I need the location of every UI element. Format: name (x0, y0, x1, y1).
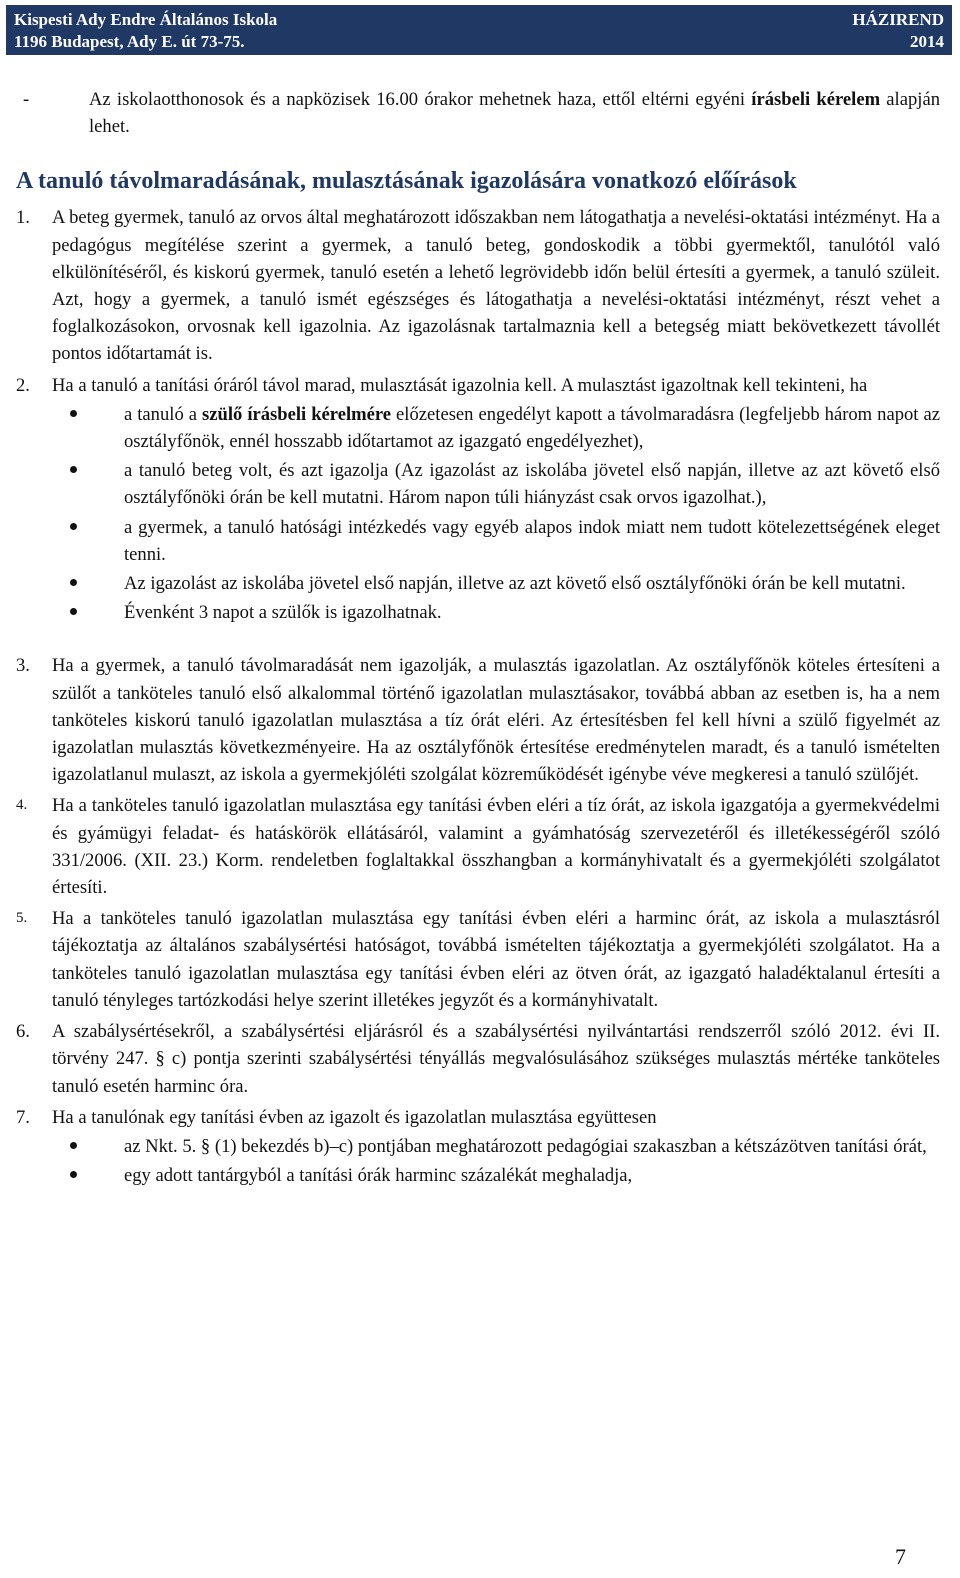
intro-paragraph (16, 86, 940, 140)
item-text: Ha a gyermek, a tanuló távolmaradását nem igazolják, a mulasztás igazolatlan. Az osztályfőnök köteles értesíteni a szülőt a tanköteles tanuló első alkalommal történő igazolatlan mulasztásakor, továbbá abban az esetben is, ha a nem tanköteles kiskorú tanuló igazolatlan mulasztása a tíz órát eléri. Az értesítésben fel kell hívni a szülő figyelmét az igazolatlan mulasztás következményeire. Ha az osztályfőnök értesítése eredménytelen maradt, és a tanuló ismételten igazolatlanul mulaszt, az iskola a gyermekjóléti szolgálat közreműködését igénybe véve megkeresi a tanuló szülőjét. (52, 655, 940, 786)
section-heading: A tanuló távolmaradásának, mulasztásának igazolására vonatkozó előírások (16, 168, 797, 195)
bullet-list (52, 401, 940, 627)
bullet-icon (52, 514, 124, 568)
item-number: 4. (16, 797, 28, 814)
item-number: 7. (16, 1106, 30, 1128)
list-item (52, 401, 940, 455)
page-header (6, 5, 952, 55)
item-number: 6. (16, 1021, 30, 1043)
bullet-text: a tanuló a (124, 403, 203, 425)
item-text: Ha a tanulónak egy tanítási évben az igazolt és igazolatlan mulasztása együttesen (52, 1106, 657, 1128)
bullet-text: a gyermek, a tanuló hatósági intézkedés vagy egyéb alapos indok miatt nem tudott kötelezettségének eleget tenni. (124, 516, 940, 565)
item-text: Ha a tanköteles tanuló igazolatlan mulasztása egy tanítási évben eléri a tíz órát, az iskola igazgatója a gyermekvédelmi és gyámügyi feladat- és hatáskörök ellátásáról, valamint a gyámhatóság szervezetéről és illetékességéről szóló 331/2006. (XII. 23.) Korm. rendeletben foglaltakkal összhangban a kormányhivatalt és a gyermekjóléti szolgálatot értesíti. (52, 795, 940, 899)
item-text: Ha a tanköteles tanuló igazolatlan mulasztása egy tanítási évben eléri a harminc órát, az iskola a mulasztásról tájékoztatja az általános szabálysértési hatóságot, továbbá ismételten tájékoztatja a gyermekjóléti szolgálatot. Ha a tanköteles tanuló igazolatlan mulasztása egy tanítási évben eléri az ötven órát, az igazgató haladéktalanul értesíti a tanuló tényleges tartózkodási helye szerint illetékes jegyzőt és a kormányhivatalt. (52, 908, 940, 1011)
item-text: A beteg gyermek, tanuló az orvos által meghatározott időszakban nem látogathatja a nevelési-oktatási intézményt. Ha a pedagógus megítélése szerint a gyermek, a tanuló beteg, gondoskodik a többi gyermektől, tanulótól való elkülönítéséről, és kiskorú gyermek, tanuló esetén a lehető legrövidebb időn belül értesíti a gyermek, a tanuló szüleit. Azt, hogy a gyermek, a tanuló ismét egészséges és látogathatja a nevelési-oktatási intézményt, részt vehet a foglalkozásokon, orvosnak kell igazolnia. Az igazolásnak tartalmaznia kell a betegség miatt bekövetkezett távollét pontos időtartamát is. (52, 207, 940, 365)
item-number: 3. (16, 655, 30, 677)
bullet-text: Évenként 3 napot a szülők is igazolhatnak. (124, 602, 442, 624)
doc-type: HÁZIREND (852, 10, 944, 29)
list-item (52, 514, 940, 568)
rule-item-2 (16, 372, 940, 627)
intro-bold: írásbeli kérelem (751, 89, 881, 110)
bullet-text: a tanuló beteg volt, és azt igazolja (Az igazolást az iskolába jövetel első napján, illetve az azt követő első osztályfőnöki órán be kell mutatni. Három napon túli hiányzást csak orvos igazolhat.), (124, 460, 940, 509)
bullet-icon (52, 599, 124, 626)
rule-item-5 (16, 905, 940, 1014)
bullet-text-end: előzetesen engedélyt kapott a távolmaradásra (legfeljebb három napot az osztályfőnök, ennél hosszabb időtartamot az igazgató engedélyezhet), (124, 403, 940, 453)
list-item (52, 457, 940, 511)
list-item (52, 1162, 940, 1189)
rule-item-4 (16, 792, 940, 901)
item-number: 2. (16, 374, 30, 396)
rule-item-1 (16, 204, 940, 367)
item-number: 1. (16, 207, 30, 229)
intro-text-end: alapján lehet. (89, 89, 940, 138)
page-number: 7 (895, 1544, 906, 1569)
item-text: Ha a tanuló a tanítási óráról távol marad, mulasztását igazolnia kell. A mulasztást igazoltnak kell tekinteni, ha (52, 374, 868, 396)
bullet-icon (52, 570, 124, 597)
list-item (52, 599, 940, 626)
bullet-icon (52, 401, 124, 455)
rule-item-7 (16, 1104, 940, 1190)
intro-text: Az iskolaotthonosok és a napközisek 16.00 órakor mehetnek haza, ettől eltérni egyéni (89, 89, 752, 110)
school-address: 1196 Budapest, Ady E. út 73-75. (14, 32, 245, 51)
bullet-text: az Nkt. 5. § (1) bekezdés b)–c) pontjában meghatározott pedagógiai szakaszban a kétszázötven tanítási órát, (124, 1135, 927, 1157)
school-name: Kispesti Ady Endre Általános Iskola (14, 10, 278, 29)
item-number: 5. (16, 910, 28, 927)
bullet-text: Az igazolást az iskolába jövetel első napján, illetve az azt követő első osztályfőnöki órán be kell mutatni. (124, 573, 906, 595)
list-item (52, 570, 940, 597)
list-item (52, 1133, 940, 1160)
bullet-icon (52, 1133, 124, 1160)
rule-item-3 (16, 652, 940, 788)
doc-year: 2014 (910, 32, 944, 51)
rule-item-6 (16, 1018, 940, 1100)
bullet-icon (52, 1162, 124, 1189)
item-text: A szabálysértésekről, a szabálysértési eljárásról és a szabálysértési nyilvántartási rendszerről szóló 2012. évi II. törvény 247. § c) pontja szerinti szabálysértési tényállás megvalósulásához szükséges mulasztás mértéke tanköteles tanuló esetén harminc óra. (52, 1021, 940, 1097)
bullet-bold: szülő írásbeli kérelmére (202, 403, 392, 425)
bullet-icon (52, 457, 124, 511)
document-body (16, 86, 940, 1189)
bullet-text: egy adott tantárgyból a tanítási órák harminc százalékát meghaladja, (124, 1165, 633, 1187)
dash-marker: - (23, 89, 30, 110)
bullet-list (52, 1133, 940, 1189)
